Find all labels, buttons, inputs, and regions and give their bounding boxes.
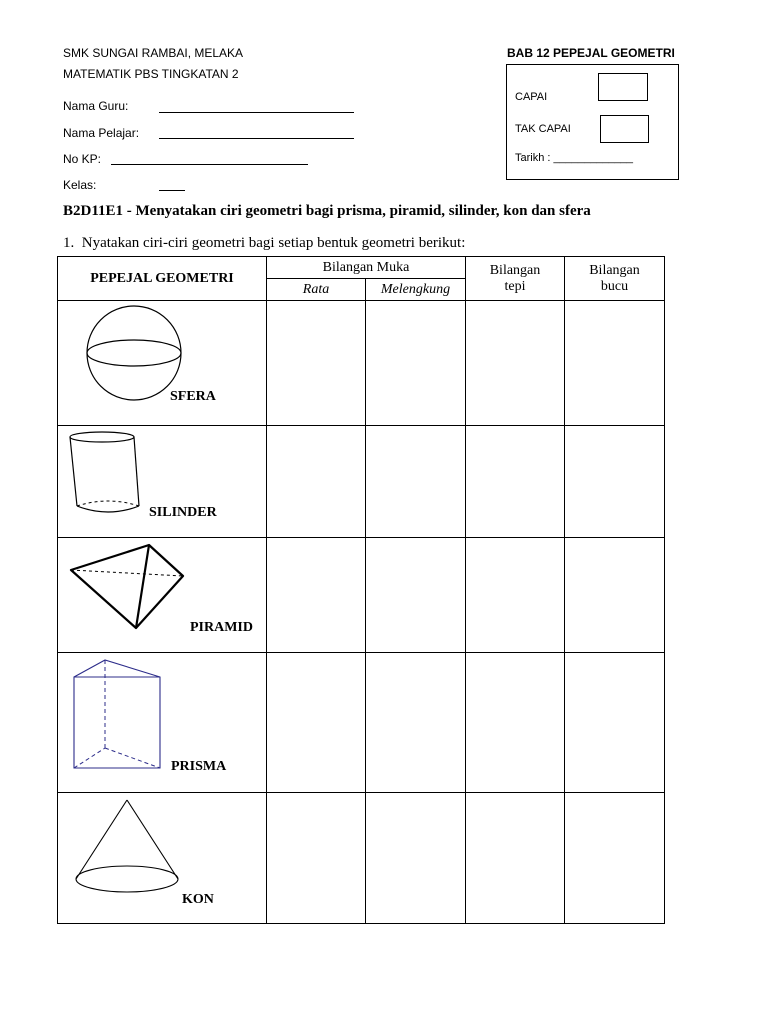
answer-cell-flat[interactable] <box>267 793 366 924</box>
answer-cell-vertices[interactable] <box>565 426 665 538</box>
header-flat: Rata <box>267 279 366 301</box>
answer-cell-curved[interactable] <box>366 538 466 653</box>
header-edges <box>466 257 565 301</box>
cylinder-icon <box>58 426 267 538</box>
header-solid: PEPEJAL GEOMETRI <box>58 257 267 301</box>
table-row <box>58 653 665 793</box>
shape-name-cylinder: SILINDER <box>149 505 217 520</box>
shape-name-prism: PRISMA <box>171 759 227 774</box>
answer-cell-edges[interactable] <box>466 653 565 793</box>
table-row <box>58 301 665 426</box>
achieved-checkbox[interactable] <box>598 73 648 101</box>
chapter-title: BAB 12 PEPEJAL GEOMETRI <box>507 46 675 60</box>
shape-cell-prism <box>58 653 267 793</box>
header-edges-line1: Bilangan <box>489 262 541 278</box>
date-label: Tarikh : _____________ <box>515 152 634 164</box>
header-faces: Bilangan Muka <box>267 257 466 279</box>
student-label: Nama Pelajar: <box>63 126 140 140</box>
question-instruction: 1. Nyatakan ciri-ciri geometri bagi setiap bentuk geometri berikut: <box>63 235 466 251</box>
answer-cell-curved[interactable] <box>366 301 466 426</box>
answer-cell-flat[interactable] <box>267 301 366 426</box>
learning-objective: B2D11E1 - Menyatakan ciri geometri bagi prisma, piramid, silinder, kon dan sfera <box>63 203 591 219</box>
achieved-label: CAPAI <box>515 91 548 103</box>
answer-cell-curved[interactable] <box>366 426 466 538</box>
school-name: SMK SUNGAI RAMBAI, MELAKA <box>63 46 244 60</box>
class-label: Kelas: <box>63 178 97 192</box>
answer-cell-vertices[interactable] <box>565 793 665 924</box>
header-vertices-line2: bucu <box>600 278 629 294</box>
header-vertices-line1: Bilangan <box>589 262 640 278</box>
sphere-icon <box>58 301 267 426</box>
table-row <box>58 793 665 924</box>
shape-name-sphere: SFERA <box>170 389 216 404</box>
subject-title: MATEMATIK PBS TINGKATAN 2 <box>63 67 239 81</box>
shape-cell-pyramid <box>58 538 267 653</box>
header-curved: Melengkung <box>366 279 466 301</box>
not-achieved-label: TAK CAPAI <box>515 123 571 135</box>
shape-name-pyramid: PIRAMID <box>190 620 253 635</box>
teacher-label: Nama Guru: <box>63 99 129 113</box>
cone-icon <box>58 793 267 924</box>
answer-cell-vertices[interactable] <box>565 538 665 653</box>
answer-cell-vertices[interactable] <box>565 301 665 426</box>
shape-name-cone: KON <box>182 892 214 907</box>
header-edges-line2: tepi <box>504 278 526 294</box>
shape-cell-cylinder <box>58 426 267 538</box>
answer-cell-edges[interactable] <box>466 538 565 653</box>
class-field[interactable] <box>159 190 185 191</box>
prism-icon <box>58 653 267 793</box>
geometry-table <box>57 256 665 924</box>
table-row <box>58 426 665 538</box>
shape-cell-cone <box>58 793 267 924</box>
table-row <box>58 538 665 653</box>
answer-cell-flat[interactable] <box>267 538 366 653</box>
answer-cell-curved[interactable] <box>366 653 466 793</box>
answer-cell-curved[interactable] <box>366 793 466 924</box>
answer-cell-edges[interactable] <box>466 793 565 924</box>
assessment-box <box>506 64 679 180</box>
answer-cell-edges[interactable] <box>466 301 565 426</box>
student-field[interactable] <box>159 138 354 139</box>
answer-cell-vertices[interactable] <box>565 653 665 793</box>
header-vertices <box>565 257 665 301</box>
answer-cell-flat[interactable] <box>267 653 366 793</box>
shape-cell-sphere <box>58 301 267 426</box>
answer-cell-edges[interactable] <box>466 426 565 538</box>
teacher-field[interactable] <box>159 112 354 113</box>
ic-field[interactable] <box>111 164 308 165</box>
not-achieved-checkbox[interactable] <box>600 115 649 143</box>
answer-cell-flat[interactable] <box>267 426 366 538</box>
ic-label: No KP: <box>63 152 102 166</box>
